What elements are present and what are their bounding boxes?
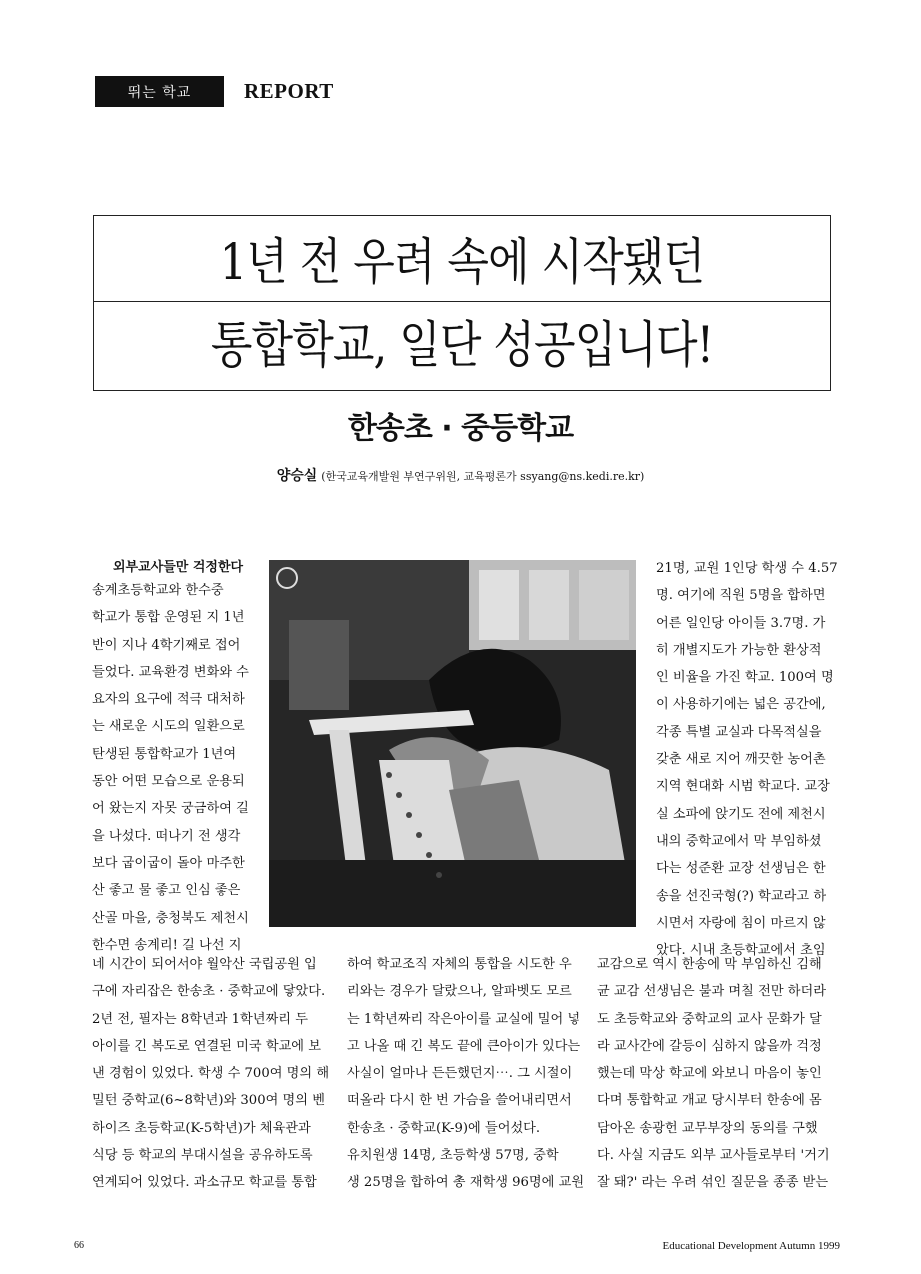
text-line: 을 나섰다. 떠나기 전 생각: [92, 828, 241, 844]
article-photo: [269, 560, 636, 927]
text-line: 명. 여기에 직원 5명을 합하면: [656, 588, 826, 604]
subtitle: 한송초 · 중등학교: [347, 411, 574, 446]
text-line: 다며 통합학교 개교 당시부터 한송에 몸: [597, 1093, 822, 1109]
author-name: 양승실: [276, 468, 318, 484]
text-line: 동안 어떤 모습으로 운용되: [92, 774, 245, 790]
author-affiliation: (한국교육개발원 부연구위원, 교육평론가 ssyang@ns.kedi.re.kr): [321, 470, 645, 483]
photo-illustration: [269, 560, 636, 927]
text-line: 떠올라 다시 한 번 가슴을 쓸어내리면서: [347, 1093, 572, 1109]
text-line: 잘 돼?' 라는 우려 섞인 질문을 종종 받는: [597, 1175, 829, 1191]
text-line: 균 교감 선생님은 불과 며칠 전만 하더라: [597, 984, 826, 1000]
column-1-bottom: [92, 951, 328, 1197]
text-line: 들었다. 교육환경 변화와 수: [92, 664, 249, 680]
text-line: 아이를 긴 복도로 연결된 미국 학교에 보: [92, 1038, 321, 1054]
text-line: 식당 등 학교의 부대시설을 공유하도록: [92, 1148, 313, 1164]
text-line: 송계초등학교와 한수중: [92, 583, 224, 598]
publication-name: Educational Development Autumn 1999: [662, 1240, 840, 1252]
text-line: 산 좋고 물 좋고 인심 좋은: [92, 883, 241, 899]
text-line: 보다 굽이굽이 돌아 마주한: [92, 855, 245, 871]
text-line: 학교가 통합 운영된 지 1년: [92, 610, 245, 626]
page-number: 66: [74, 1240, 84, 1251]
text-line: 담아온 송광헌 교무부장의 동의를 구했: [597, 1120, 818, 1136]
title-divider: [93, 301, 831, 302]
text-line: 한수면 송계리! 길 나선 지: [92, 937, 242, 953]
text-line: 하여 학교조직 자체의 통합을 시도한 우: [347, 957, 572, 972]
section-tag: 뛰는 학교: [95, 76, 224, 107]
text-line: 는 1학년짜리 작은아이를 교실에 밀어 넣: [347, 1011, 581, 1027]
section-label: REPORT: [244, 79, 334, 103]
text-line: 연계되어 있었다. 과소규모 학교를 통합: [92, 1175, 317, 1191]
text-line: 했는데 막상 학교에 와보니 마음이 놓인: [597, 1066, 822, 1082]
text-line: 교감으로 역시 한송에 막 부임하신 김해: [597, 957, 822, 972]
text-line: 도 초등학교와 중학교의 교사 문화가 달: [597, 1011, 822, 1027]
text-line: 송을 선진국형(?) 학교라고 하: [656, 888, 827, 904]
text-line: 다. 사실 지금도 외부 교사들로부터 '거기: [597, 1148, 830, 1164]
text-line: 탄생된 통합학교가 1년여: [92, 746, 237, 762]
text-line: 생 25명을 합하여 총 재학생 96명에 교원: [347, 1175, 585, 1191]
text-line: 리와는 경우가 달랐으나, 알파벳도 모르: [347, 984, 572, 1000]
text-line: 각종 특별 교실과 다목적실을: [656, 724, 822, 740]
column-1-top: [92, 577, 267, 959]
text-line: 낸 경험이 있었다. 학생 수 700여 명의 해: [92, 1066, 330, 1082]
column-3-bottom: [597, 951, 833, 1197]
text-line: 시면서 자랑에 침이 마르지 않: [656, 915, 826, 931]
column-3-top: [656, 555, 838, 964]
text-line: 실 소파에 앉기도 전에 제천시: [656, 806, 826, 822]
text-line: 는 새로운 시도의 일환으로: [92, 719, 245, 735]
text-line: 았다. 시내 초등학교에서 초임: [656, 943, 826, 959]
text-line: 고 나올 때 긴 복도 끝에 큰아이가 있다는: [347, 1038, 581, 1054]
text-line: 다는 성준환 교장 선생님은 한: [656, 861, 826, 877]
text-line: 어 왔는지 자못 궁금하여 길: [92, 801, 249, 817]
text-line: 사실이 얼마나 든든했던지⋯. 그 시절이: [347, 1066, 573, 1082]
text-line: 21명, 교원 1인당 학생 수 4.57: [656, 561, 838, 576]
text-line: 산골 마을, 충청북도 제천시: [92, 910, 249, 926]
title-line-2: 통합학교, 일단 성공입니다!: [210, 316, 714, 374]
column-2: [347, 951, 583, 1197]
text-line: 요자의 요구에 적극 대처하: [92, 692, 245, 708]
text-line: 이 사용하기에는 넓은 공간에,: [656, 697, 826, 713]
title-line-1: 1년 전 우려 속에 시작됐던: [219, 233, 705, 291]
section-heading: 외부교사들만 걱정한다: [113, 560, 244, 575]
text-line: 구에 자리잡은 한송초 · 중학교에 닿았다.: [92, 984, 326, 1000]
text-line: 내의 중학교에서 막 부임하셨: [656, 833, 822, 849]
text-line: 라 교사간에 갈등이 심하지 않을까 걱정: [597, 1038, 822, 1054]
text-line: 밀턴 중학교(6~8학년)와 300여 명의 벤: [92, 1093, 325, 1109]
text-line: 하이즈 초등학교(K-5학년)가 체육관과: [92, 1120, 311, 1136]
text-line: 유치원생 14명, 초등학생 57명, 중학: [347, 1148, 559, 1164]
text-line: 인 비율을 가진 학교. 100여 명: [656, 670, 834, 686]
text-line: 반이 지나 4학기째로 접어: [92, 637, 241, 653]
text-line: 지역 현대화 시범 학교다. 교장: [656, 779, 830, 795]
text-line: 한송초 · 중학교(K-9)에 들어섰다.: [347, 1120, 541, 1136]
byline: [0, 465, 921, 485]
text-line: 어른 일인당 아이들 3.7명. 가: [656, 615, 826, 631]
text-line: 2년 전, 필자는 8학년과 1학년짜리 두: [92, 1011, 308, 1027]
text-line: 갖춘 새로 지어 깨끗한 농어촌: [656, 752, 826, 768]
text-line: 네 시간이 되어서야 월악산 국립공원 입: [92, 957, 317, 972]
text-line: 히 개별지도가 가능한 환상적: [656, 642, 822, 658]
